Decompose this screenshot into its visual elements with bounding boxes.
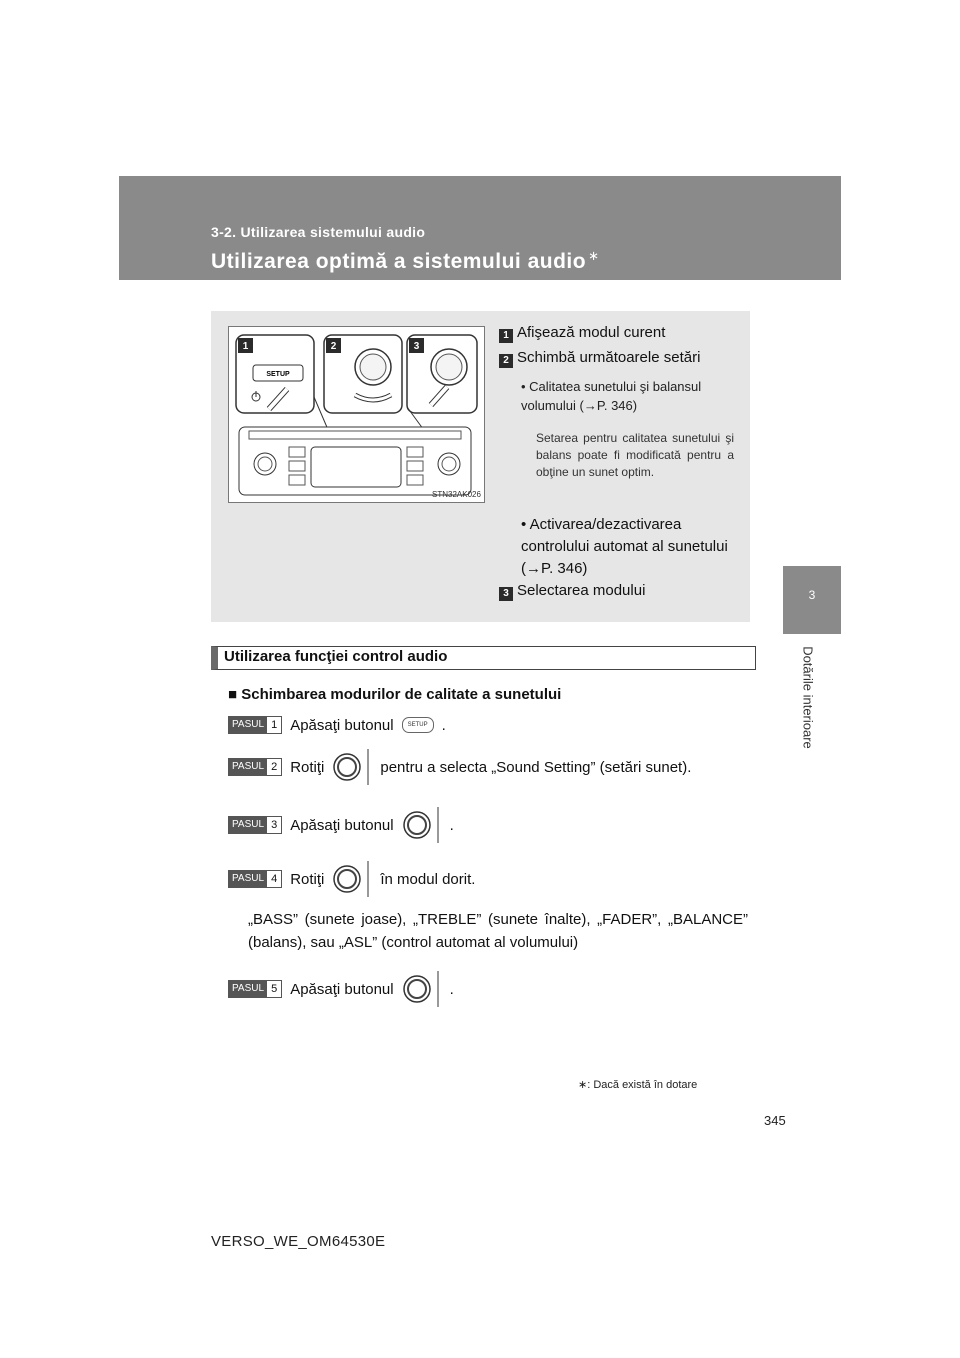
step-4-rest: în modul dorit. <box>380 870 476 888</box>
audio-unit-illustration <box>228 326 485 503</box>
page-number: 345 <box>764 1113 786 1128</box>
callout-2-text: Schimbă următoarele setări <box>517 349 701 366</box>
step-3-end: . <box>449 816 454 834</box>
chapter-label: Dotările interioare <box>800 646 816 749</box>
audio-unit-drawing <box>229 327 484 502</box>
step-2-rest: pentru a selecta „Sound Setting” (setări sunet). <box>380 758 692 776</box>
chapter-number: 3 <box>808 588 816 602</box>
svg-text:1: 1 <box>242 341 249 352</box>
step-5-end: . <box>449 980 454 998</box>
callout-1 <box>499 324 665 343</box>
footnote: ∗: Dacă există în dotare <box>578 1079 698 1091</box>
document-code: VERSO_WE_OM64530E <box>211 1233 386 1250</box>
step-3 <box>228 812 454 838</box>
knob-rotate-icon <box>330 747 374 787</box>
callout-3-text: Selectarea modului <box>517 582 646 599</box>
step-2 <box>228 754 691 780</box>
subsection-title: ■ Schimbarea modurilor de calitate a sunetului <box>228 686 562 703</box>
step-5-text: Apăsaţi butonul <box>290 980 394 998</box>
step-badge: PASUL 4 <box>228 870 282 888</box>
badge-3: 3 <box>499 587 513 601</box>
page-title <box>211 250 600 274</box>
optional-mark: ∗ <box>588 248 600 263</box>
badge-2: 2 <box>499 354 513 368</box>
svg-text:2: 2 <box>330 341 337 352</box>
svg-text:3: 3 <box>413 341 420 352</box>
callout-3 <box>499 582 645 601</box>
step-5 <box>228 976 454 1002</box>
step-1 <box>228 712 446 738</box>
section-number-title: 3-2. Utilizarea sistemului audio <box>211 224 426 240</box>
bullet-asl: • Activarea/dezactivarea controlului automat al sunetului (→P. 346) <box>521 516 728 577</box>
step-1-text: Apăsaţi butonul <box>290 716 394 734</box>
callout-2 <box>499 349 700 368</box>
knob-rotate-icon <box>330 859 374 899</box>
step-badge: PASUL 5 <box>228 980 282 998</box>
knob-press-icon <box>400 805 444 845</box>
figure-code: STN32AK026 <box>432 490 481 499</box>
note-sound-setting: Setarea pentru calitatea sunetului şi balans poate fi modificată pentru a obţine un sunet optim. <box>536 431 734 479</box>
step-3-text: Apăsaţi butonul <box>290 816 394 834</box>
setup-label: SETUP <box>266 371 290 378</box>
step-badge: PASUL 1 <box>228 716 282 734</box>
step-1-end: . <box>441 716 446 734</box>
step-4-text: Rotiţi <box>290 870 325 888</box>
bullet-sound-quality: • Calitatea sunetului şi balansul volumului (→P. 346) <box>521 379 702 413</box>
step-2-text: Rotiţi <box>290 758 325 776</box>
badge-1: 1 <box>499 329 513 343</box>
page-title-text: Utilizarea optimă a sistemului audio <box>211 250 587 273</box>
callout-1-text: Afişează modul curent <box>517 324 666 341</box>
step-badge: PASUL 3 <box>228 816 282 834</box>
subheading: Utilizarea funcţiei control audio <box>224 648 448 665</box>
step-badge: PASUL 2 <box>228 758 282 776</box>
knob-press-icon <box>400 969 444 1009</box>
sound-modes-list: „BASS” (sunete joase), „TREBLE” (sunete înalte), „FADER”, „BALANCE” (balans), sau „ASL” (control automat al volumului) <box>248 911 748 951</box>
setup-button-icon: SETUP <box>402 717 434 733</box>
step-4 <box>228 866 475 892</box>
